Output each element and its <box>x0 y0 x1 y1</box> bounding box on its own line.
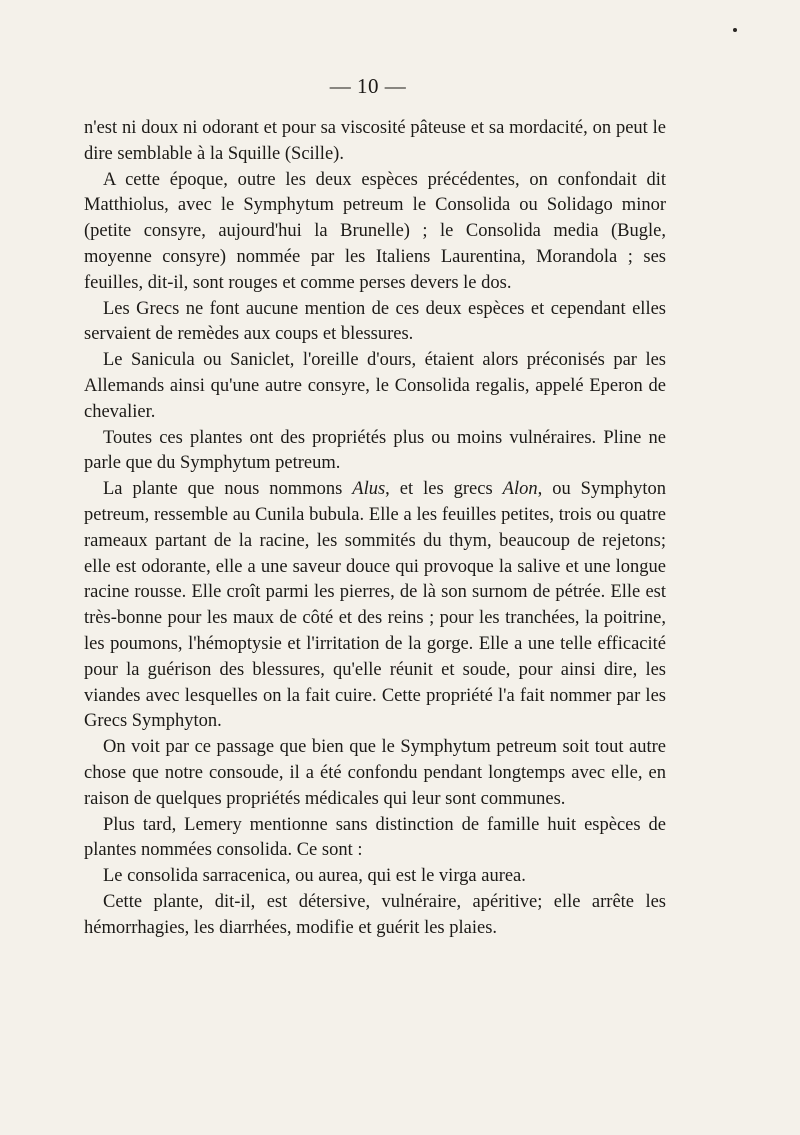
paragraph-vulneraires: Toutes ces plantes ont des propriétés plus ou moins vulnéraires. Pline ne parle que du Symphytum petreum. <box>84 427 666 474</box>
text-run: , et les grecs <box>385 479 503 500</box>
paragraph-confusion: On voit par ce passage que bien que le Symphytum petreum soit tout autre chose que notre consoude, il a été confondu pendant longtemps avec elle, en raison de quelques propriétés médicales qui leur sont communes. <box>84 737 666 809</box>
paragraph-sanicula: Le Sanicula ou Saniclet, l'oreille d'ours, étaient alors préconisés par les Allemands ainsi qu'une autre consyre, le Consolida regalis, appelé Eperon de chevalier. <box>84 350 666 422</box>
text-run: , ou Symphyton petreum, ressemble au Cunila bubula. Elle a les feuilles petites, trois ou quatre rameaux partant de la racine, les sommités du thym, beaucoup de rejetons; elle est odorante, elle a une saveur douce qui provoque la salive et une longue racine rousse. Elle croît parmi les pierres, de là son surnom de pétrée. Elle est très-bonne pour les maux de côté et des reins ; pour les tranchées, la poitrine, les poumons, l'hémoptysie et l'irritation de la gorge. Elle a une telle efficacité pour la guérison des blessures, qu'elle réunit et soude, pour ainsi dire, les viandes avec lesquelles on la fait cuire. Cette propriété l'a fait nommer par les Grecs Symphyton. <box>84 479 666 732</box>
page-number: — 10 — <box>329 74 407 98</box>
paragraph-grecs: Les Grecs ne font aucune mention de ces deux espèces et cependant elles servaient de remèdes aux coups et blessures. <box>84 298 666 345</box>
paragraph-consolida-sarracenica: Le consolida sarracenica, ou aurea, qui est le virga aurea. <box>103 866 526 887</box>
italic-term-alon: Alon <box>502 479 538 500</box>
paragraph-continuation: n'est ni doux ni odorant et pour sa viscosité pâteuse et sa mordacité, on peut le dire semblable à la Squille (Scille). <box>84 118 666 164</box>
paragraph-symphyton <box>84 477 666 735</box>
paragraph-properties: Cette plante, dit-il, est détersive, vulnéraire, apéritive; elle arrête les hémorrhagies, les diarrhées, modifie et guérit les plaies. <box>84 891 666 938</box>
italic-term-alus: Alus <box>352 479 386 500</box>
ink-speck <box>733 28 737 32</box>
paragraph-lemery: Plus tard, Lemery mentionne sans distinction de famille huit espèces de plantes nommées consolida. Ce sont : <box>84 814 666 861</box>
body-text <box>84 116 666 942</box>
text-run: La plante que nous nommons <box>103 479 353 500</box>
paragraph-matthiolus: A cette époque, outre les deux espèces précédentes, on confondait dit Matthiolus, avec le Symphytum petreum le Consolida ou Solidago minor (petite consyre, aujourd'hui la Brunelle) ; le Consolida media (Bugle, moyenne consyre) nommée par les Italiens Laurentina, Morandola ; ses feuilles, dit-il, sont rouges et comme perses devers le dos. <box>84 169 666 293</box>
